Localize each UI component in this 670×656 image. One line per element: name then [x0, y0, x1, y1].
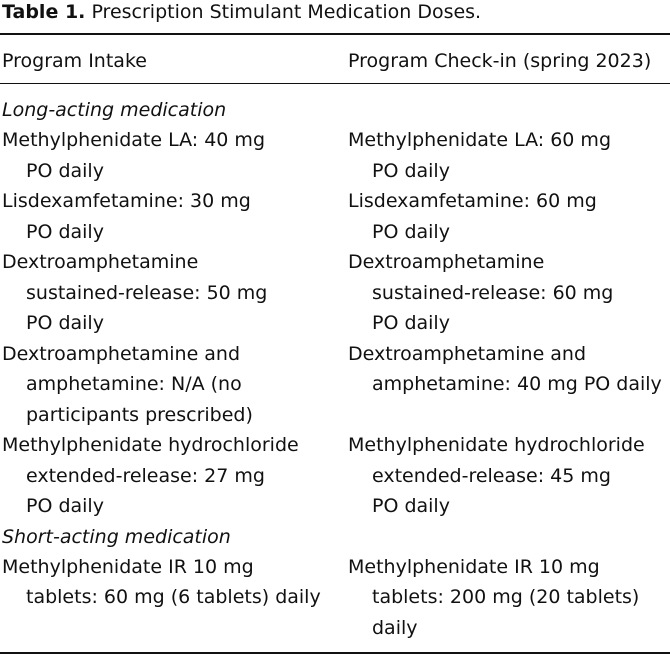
table-body: [0, 95, 670, 643]
cell-text-line: Methylphenidate LA: 60 mg: [348, 129, 612, 151]
table-cell-checkin: [348, 430, 645, 522]
cell-text-line: amphetamine: 40 mg PO daily: [372, 373, 662, 395]
column-header-checkin: Program Check-in (spring 2023): [348, 50, 652, 72]
table-cell-checkin: [348, 552, 639, 644]
cell-text-line: Lisdexamfetamine: 30 mg: [2, 190, 251, 212]
cell-text-line: sustained-release: 50 mg: [26, 281, 268, 304]
section-label: Short-acting medication: [2, 525, 231, 548]
cell-text-line: tablets: 200 mg (20 tablets): [372, 586, 640, 608]
cell-text-line: tablets: 60 mg (6 tablets) daily: [26, 586, 321, 608]
cell-text-line: PO daily: [372, 312, 450, 334]
table-row: [0, 339, 670, 431]
cell-text-line: Dextroamphetamine and: [348, 342, 587, 365]
table-row: [0, 125, 670, 186]
table-row: [0, 186, 670, 247]
cell-text-line: extended-release: 45 mg: [372, 464, 611, 487]
cell-text-line: sustained-release: 60 mg: [372, 281, 614, 304]
table-cell-intake: [2, 430, 299, 522]
table-cell-checkin: [348, 125, 611, 186]
table-row: [0, 552, 670, 644]
cell-text-line: Methylphenidate LA: 40 mg: [2, 129, 266, 151]
cell-text-line: PO daily: [26, 312, 104, 334]
section-label: Long-acting medication: [2, 99, 227, 121]
table-cell-checkin: [348, 339, 662, 400]
cell-text-line: PO daily: [372, 159, 450, 182]
cell-text-line: daily: [372, 616, 418, 639]
table-top-rule: [0, 33, 670, 35]
cell-text-line: PO daily: [26, 495, 104, 517]
cell-text-line: Lisdexamfetamine: 60 mg: [348, 190, 597, 212]
cell-text-line: PO daily: [26, 159, 104, 182]
cell-text-line: Dextroamphetamine: [348, 251, 545, 273]
table-cell-checkin: [348, 186, 597, 247]
table-cell-intake: [2, 552, 321, 613]
cell-text-line: Dextroamphetamine: [2, 251, 199, 273]
cell-text-line: Methylphenidate hydrochloride: [348, 434, 645, 456]
table-bottom-rule: [0, 652, 670, 654]
cell-text-line: Dextroamphetamine and: [2, 342, 241, 365]
cell-text-line: PO daily: [372, 495, 450, 517]
table-row: [0, 430, 670, 522]
table-cell-intake: [2, 125, 265, 186]
table-cell-intake: [2, 186, 251, 247]
cell-text-line: PO daily: [372, 220, 450, 243]
table-row: [0, 247, 670, 339]
table-caption-title: Prescription Stimulant Medication Doses.: [91, 1, 482, 23]
table-cell-intake: [2, 339, 253, 431]
cell-text-line: extended-release: 27 mg: [26, 464, 265, 487]
table-cell-checkin: [348, 247, 613, 339]
cell-text-line: PO daily: [26, 220, 104, 243]
table-header-rule: [0, 83, 670, 84]
cell-text-line: Methylphenidate IR 10 mg: [2, 555, 254, 578]
table-caption: [2, 0, 481, 24]
table-cell-intake: [2, 247, 267, 339]
column-header-intake: Program Intake: [2, 50, 147, 72]
table-caption-label: Table 1.: [2, 1, 86, 23]
cell-text-line: Methylphenidate hydrochloride: [2, 434, 299, 456]
cell-text-line: amphetamine: N/A (no: [26, 373, 242, 395]
cell-text-line: participants prescribed): [26, 403, 253, 426]
cell-text-line: Methylphenidate IR 10 mg: [348, 555, 600, 578]
